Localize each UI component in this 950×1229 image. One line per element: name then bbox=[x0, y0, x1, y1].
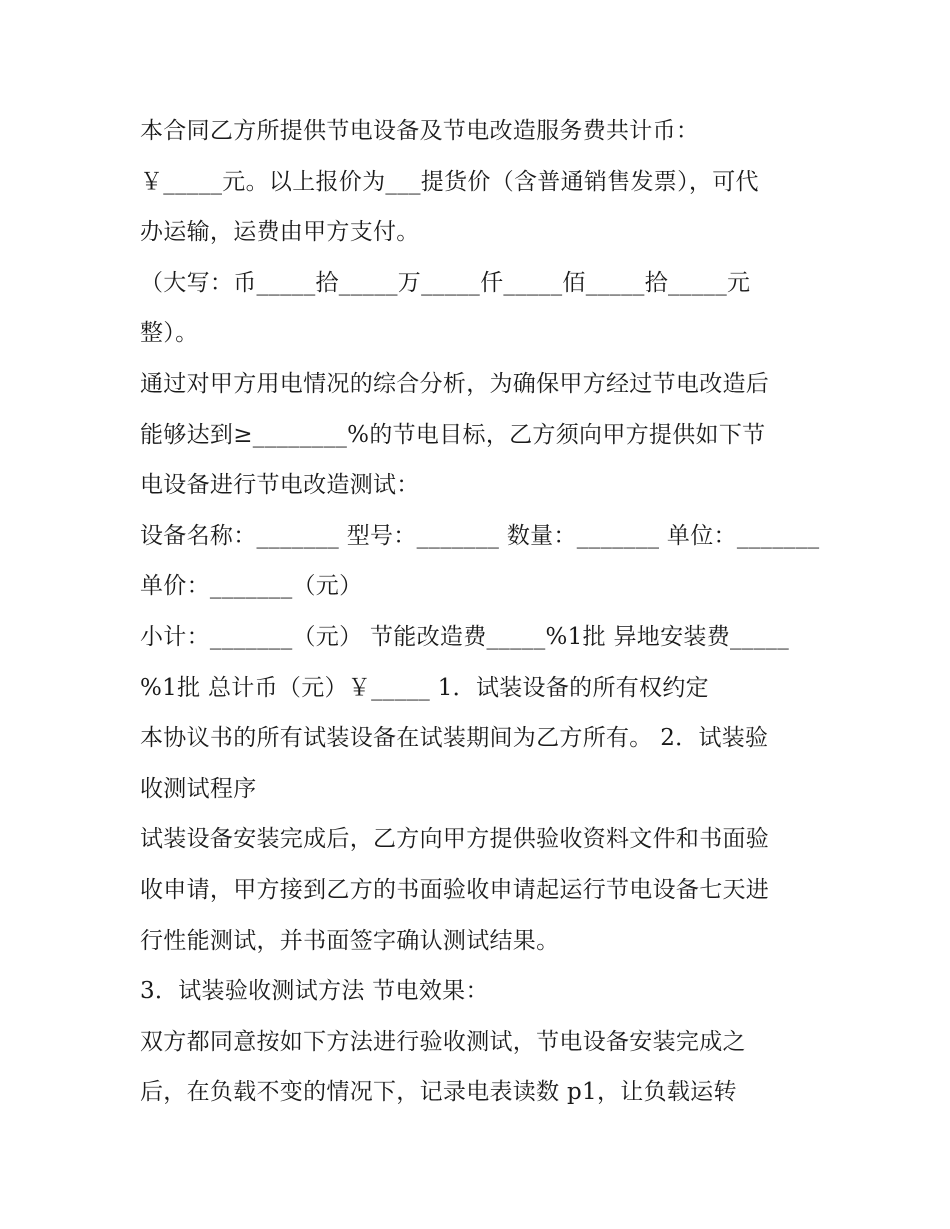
text-line: 试装设备安装完成后，乙方向甲方提供验收资料文件和书面验 bbox=[140, 826, 770, 853]
text-line: 收申请，甲方接到乙方的书面验收申请起运行节电设备七天进 bbox=[140, 876, 770, 903]
text-line: 能够达到≥________%的节电目标，乙方须向甲方提供如下节 bbox=[140, 421, 766, 448]
text-line: 设备名称：_______ 型号：_______ 数量：_______ 单位：_______ bbox=[140, 522, 820, 549]
text-line: 收测试程序 bbox=[140, 775, 257, 802]
text-line: 双方都同意按如下方法进行验收测试，节电设备安装完成之 bbox=[140, 1028, 746, 1055]
text-line: 后，在负载不变的情况下，记录电表读数 p1，让负载运转 bbox=[140, 1079, 737, 1106]
text-line: （大写：币_____拾_____万_____仟_____佰_____拾_____元 bbox=[140, 269, 751, 296]
text-line: 单价：_______（元） bbox=[140, 573, 363, 600]
text-line: 3．试装验收测试方法 节电效果： bbox=[140, 978, 489, 1005]
text-line: %1批 总计币（元）￥_____ 1．试装设备的所有权约定 bbox=[140, 674, 709, 701]
text-line: 本合同乙方所提供节电设备及节电改造服务费共计币： bbox=[140, 118, 700, 144]
contract-body-text bbox=[140, 106, 820, 1118]
text-line: 通过对甲方用电情况的综合分析，为确保甲方经过节电改造后 bbox=[140, 370, 770, 397]
text-line: 整）。 bbox=[140, 320, 199, 347]
text-line: 行性能测试，并书面签字确认测试结果。 bbox=[140, 927, 560, 954]
text-line: 本协议书的所有试装设备在试装期间为乙方所有。 2．试装验 bbox=[140, 725, 769, 752]
text-line: ￥_____元。以上报价为___提货价（含普通销售发票），可代 bbox=[140, 168, 759, 195]
text-line: 电设备进行节电改造测试： bbox=[140, 472, 420, 499]
text-line: 小计：_______（元） 节能改造费_____%1批 异地安装费_____ bbox=[140, 623, 790, 650]
text-line: 办运输，运费由甲方支付。 bbox=[140, 219, 420, 246]
